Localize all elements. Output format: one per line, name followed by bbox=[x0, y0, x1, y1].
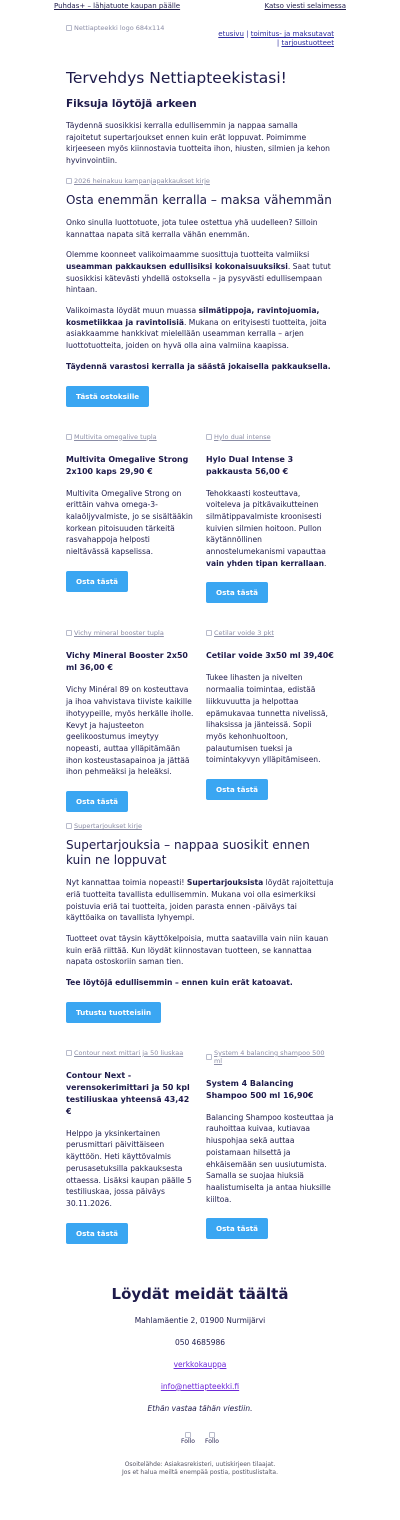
product-image-alt: Multivita omegalive tupla bbox=[74, 432, 157, 441]
footer-phone: 050 4685986 bbox=[174, 1337, 226, 1347]
product-image[interactable] bbox=[66, 433, 194, 441]
buy-button[interactable]: Osta tästä bbox=[66, 1223, 128, 1244]
broken-image-icon bbox=[206, 1054, 212, 1060]
footer-address: Mahlamäentie 2, 01900 Nurmijärvi bbox=[134, 1315, 266, 1325]
product-title: Multivita Omegalive Strong 2x100 kaps 29,90 € bbox=[66, 454, 189, 476]
preheader-link[interactable]: Puhdas+ – lähjatuote kaupan päälle bbox=[54, 2, 181, 10]
bold-text: silmätippoja, ravintojuomia, kosmetiikkaa ja ravintolisiä bbox=[66, 306, 320, 327]
product-card bbox=[66, 433, 194, 604]
product-card bbox=[206, 1049, 334, 1244]
footer-title: Löydät meidät täältä bbox=[111, 1284, 289, 1303]
broken-image-icon bbox=[66, 823, 72, 829]
product-image[interactable] bbox=[206, 629, 334, 637]
text-span: Nyt kannattaa toimia nopeasti! bbox=[66, 878, 187, 888]
product-image-alt: Hylo dual intense bbox=[214, 432, 271, 441]
section1-heading: Osta enemmän kerralla – maksa vähemmän bbox=[66, 192, 332, 207]
section1-p2 bbox=[66, 249, 334, 296]
product-description bbox=[206, 488, 334, 570]
header-nav bbox=[214, 30, 334, 48]
footer-noreply: Ethän vastaa tähän viestiin. bbox=[147, 1403, 253, 1413]
section1-p1: Onko sinulla luottotuote, jota tulee ostettua yhä uudelleen? Silloin kannattaa napata sitä kerralla vähän enemmän. bbox=[66, 217, 318, 239]
product-card bbox=[206, 629, 334, 812]
text-span: . Mukana on erityisesti tuotteita, joita asiakkaamme hankkivat mielellään useamman kerralla – arjen luottotuotteita, joiden on hyvä olla aina valmiina kaapissa. bbox=[66, 317, 327, 351]
buy-button[interactable]: Osta tästä bbox=[66, 571, 128, 592]
product-title: Vichy Mineral Booster 2x50 ml 36,00 € bbox=[66, 651, 188, 673]
broken-image-icon bbox=[66, 1050, 72, 1056]
nav-separator: | bbox=[276, 39, 282, 47]
product-image-alt: Cetilar voide 3 pkt bbox=[214, 629, 274, 638]
broken-image-icon bbox=[206, 434, 212, 440]
product-image-alt: System 4 balancing shampoo 500 ml bbox=[213, 1048, 325, 1065]
explore-products-button[interactable]: Tutustu tuotteisiin bbox=[66, 1002, 161, 1023]
social-follow-link[interactable] bbox=[181, 1432, 195, 1445]
product-image[interactable] bbox=[66, 629, 194, 637]
broken-image-icon bbox=[66, 630, 72, 636]
super-offers-banner-image[interactable] bbox=[66, 822, 334, 830]
product-card bbox=[66, 1049, 194, 1244]
section2-p1 bbox=[66, 877, 334, 924]
social-follow-link[interactable] bbox=[205, 1432, 219, 1445]
view-in-browser-link[interactable]: Katso viesti selaimessa bbox=[264, 2, 346, 10]
shop-link[interactable]: verkkokauppa bbox=[173, 1359, 227, 1369]
product-row-1 bbox=[66, 433, 334, 604]
bold-text: useamman pakkauksen edullisiksi kokonaisuuksiksi bbox=[66, 261, 288, 271]
footer-unsubscribe: Jos et halua meiltä enempää postia, postituslistalta. bbox=[122, 1468, 278, 1476]
footer-email bbox=[66, 1381, 334, 1392]
social-alt: Follo bbox=[181, 1437, 195, 1445]
product-image-alt: Contour next mittari ja 50 liuskaa bbox=[74, 1048, 184, 1057]
email-body bbox=[54, 68, 346, 1477]
buy-button[interactable]: Osta tästä bbox=[206, 582, 268, 603]
bold-text: vain yhden tipan kerrallaan bbox=[206, 558, 325, 568]
product-description: Multivita Omegalive Strong on erittäin vahva omega-3-kalaöljyvalmiste, jo se sisältääkin korkean pitoisuuden tärkeitä rasvahappoja helposti nieltävässä kapselissa. bbox=[66, 488, 193, 557]
email-header bbox=[54, 12, 346, 52]
banner-alt-text: Supertarjoukset kirje bbox=[74, 822, 142, 831]
product-row-2 bbox=[66, 629, 334, 812]
logo-alt-text: Nettiapteekki logo 684x114 bbox=[74, 24, 165, 32]
email-container bbox=[54, 12, 346, 1477]
product-description: Tukee lihasten ja nivelten normaalia toimintaa, edistää liikkuvuutta ja helpottaa epämukavaa tunnetta nivelissä, lihaksissa ja jänteissä. Sopii myös kehonhuoltoon, palautumisen tueksi ja toimintakyvyn ylläpitämiseen. bbox=[206, 673, 328, 765]
text-span: Valikoimasta löydät muun muassa bbox=[66, 306, 199, 316]
section2-heading: Supertarjouksia – nappaa suosikit ennen kuin ne loppuvat bbox=[66, 838, 310, 868]
product-card bbox=[206, 433, 334, 604]
broken-image-icon bbox=[66, 178, 72, 184]
product-title: Cetilar voide 3x50 ml 39,40€ bbox=[206, 651, 334, 661]
bold-text: Täydennä varastosi kerralla ja säästä jokaisella pakkauksella. bbox=[66, 361, 331, 371]
text-span: . bbox=[324, 558, 327, 568]
product-image[interactable] bbox=[206, 433, 334, 441]
text-span: Tehokkaasti kosteuttava, voiteleva ja pitkävaikutteinen silmätippavalmiste kroonisesti kuivien silmien hoitoon. Pullon käytännöllinen annostelumekanismi vapauttaa bbox=[206, 488, 326, 557]
product-image[interactable] bbox=[206, 1049, 334, 1065]
buy-button[interactable]: Osta tästä bbox=[66, 791, 128, 812]
product-card bbox=[66, 629, 194, 812]
product-description: Balancing Shampoo kosteuttaa ja rauhoittaa kuivaa, kutiavaa hiuspohjaa sekä auttaa poistamaan hilsettä ja ehkäisemään sen uusiutumista. Samalla se suojaa hiuksiä haalistumiselta ja antaa hiuksille kiiltoa. bbox=[206, 1112, 334, 1204]
bold-text: Tee löytöjä edullisemmin – ennen kuin erät katoavat. bbox=[66, 978, 293, 988]
text-span: . Saat tutut suosikkisi kätevästi yhdellä ostoksella – ja pysyvästi edullisempaan hintaan. bbox=[66, 261, 331, 295]
footer-shop bbox=[66, 1359, 334, 1370]
email-link[interactable]: info@nettiapteekki.fi bbox=[160, 1381, 240, 1391]
text-span: löydät rajoitettuja eriä tuotteita tavallista edullisemmin. Mukana voi olla esimerkiksi poistuvia eriä tai tuotteita, joiden parasta ennen -päiväys tai käyttöaika on tavallista lyhyempi. bbox=[66, 878, 334, 923]
broken-image-icon bbox=[206, 630, 212, 636]
bold-text: Supertarjouksista bbox=[186, 878, 264, 888]
text-span: Olemme koonneet valikoimaamme suosittuja tuotteita valmiiksi bbox=[66, 250, 310, 260]
email-footer bbox=[66, 1284, 334, 1477]
section2-p2: Tuotteet ovat täysin käyttökelpoisia, mutta saatavilla vain niin kauan kuin erää riittää. Kun löydät kiinnostavan tuotteen, se kannattaa napata ostoskoriin saman tien. bbox=[66, 933, 329, 967]
product-image-alt: Vichy mineral booster tupla bbox=[74, 629, 164, 638]
buy-button[interactable]: Osta tästä bbox=[206, 1218, 268, 1239]
broken-image-icon bbox=[66, 434, 72, 440]
product-title: System 4 Balancing Shampoo 500 ml 16,90€ bbox=[206, 1078, 314, 1100]
shop-now-button[interactable]: Tästä ostoksille bbox=[66, 386, 149, 407]
nav-separator: | bbox=[243, 30, 251, 38]
nav-home-link[interactable]: etusivu bbox=[218, 30, 244, 38]
social-links bbox=[66, 1432, 334, 1445]
nav-terms-link[interactable]: toimitus- ja maksutavat bbox=[250, 30, 334, 38]
intro-text: Täydennä suosikkisi kerralla edullisemmin ja nappaa samalla rajoitetut supertarjoukset ennen kuin erät loppuvat. Poimimme kirjeeseen myös kiinnostavia tuotteita ihon, hiusten, silmien ja kehon hyvinvointiin. bbox=[66, 121, 330, 166]
section1-p3 bbox=[66, 305, 334, 352]
nav-offers-link[interactable]: tarjoustuotteet bbox=[281, 39, 334, 47]
section2-p3 bbox=[66, 977, 334, 989]
product-title: Hylo Dual Intense 3 pakkausta 56,00 € bbox=[206, 454, 294, 476]
product-row-3 bbox=[66, 1049, 334, 1244]
buy-button[interactable]: Osta tästä bbox=[206, 779, 268, 800]
product-description: Helppo ja yksinkertainen perusmittari päivittäiseen käyttöön. Heti käyttövalmis perusasetuksilla pakkauksesta ottaessa. Lisäksi kaupan päälle 5 testiliuskaa, jossa päiväys 30.11.2026. bbox=[66, 1128, 192, 1208]
footer-source: Osoitelähde: Asiakasrekisteri, uutiskirjeen tilaajat. bbox=[124, 1460, 276, 1468]
logo[interactable] bbox=[66, 24, 164, 32]
section1-p4 bbox=[66, 361, 334, 373]
product-title: Contour Next -verensokerimittari ja 50 kpl testiliuskaa yhteensä 43,42 € bbox=[66, 1070, 190, 1116]
product-image[interactable] bbox=[66, 1049, 194, 1057]
social-alt: Follo bbox=[205, 1437, 219, 1445]
intro-heading: Fiksuja löytöjä arkeen bbox=[66, 98, 197, 110]
greeting-heading: Tervehdys Nettiapteekistasi! bbox=[66, 69, 287, 87]
banner-alt-text: 2026 heinakuu kampanjapakkaukset kirje bbox=[74, 176, 210, 185]
campaign-banner-image[interactable] bbox=[66, 177, 334, 185]
product-description: Vichy Minéral 89 on kosteuttava ja ihoa vahvistava tiiviste kaikille ihotyypeille, myös herkälle iholle. Kevyt ja hajusteeton geelikoostumus imeytyy nopeasti, auttaa ylläpitämään ihon kosteustasapainoa ja jättää ihon pehmeäksi ja heleäksi. bbox=[66, 685, 194, 777]
broken-image-icon bbox=[66, 25, 72, 31]
